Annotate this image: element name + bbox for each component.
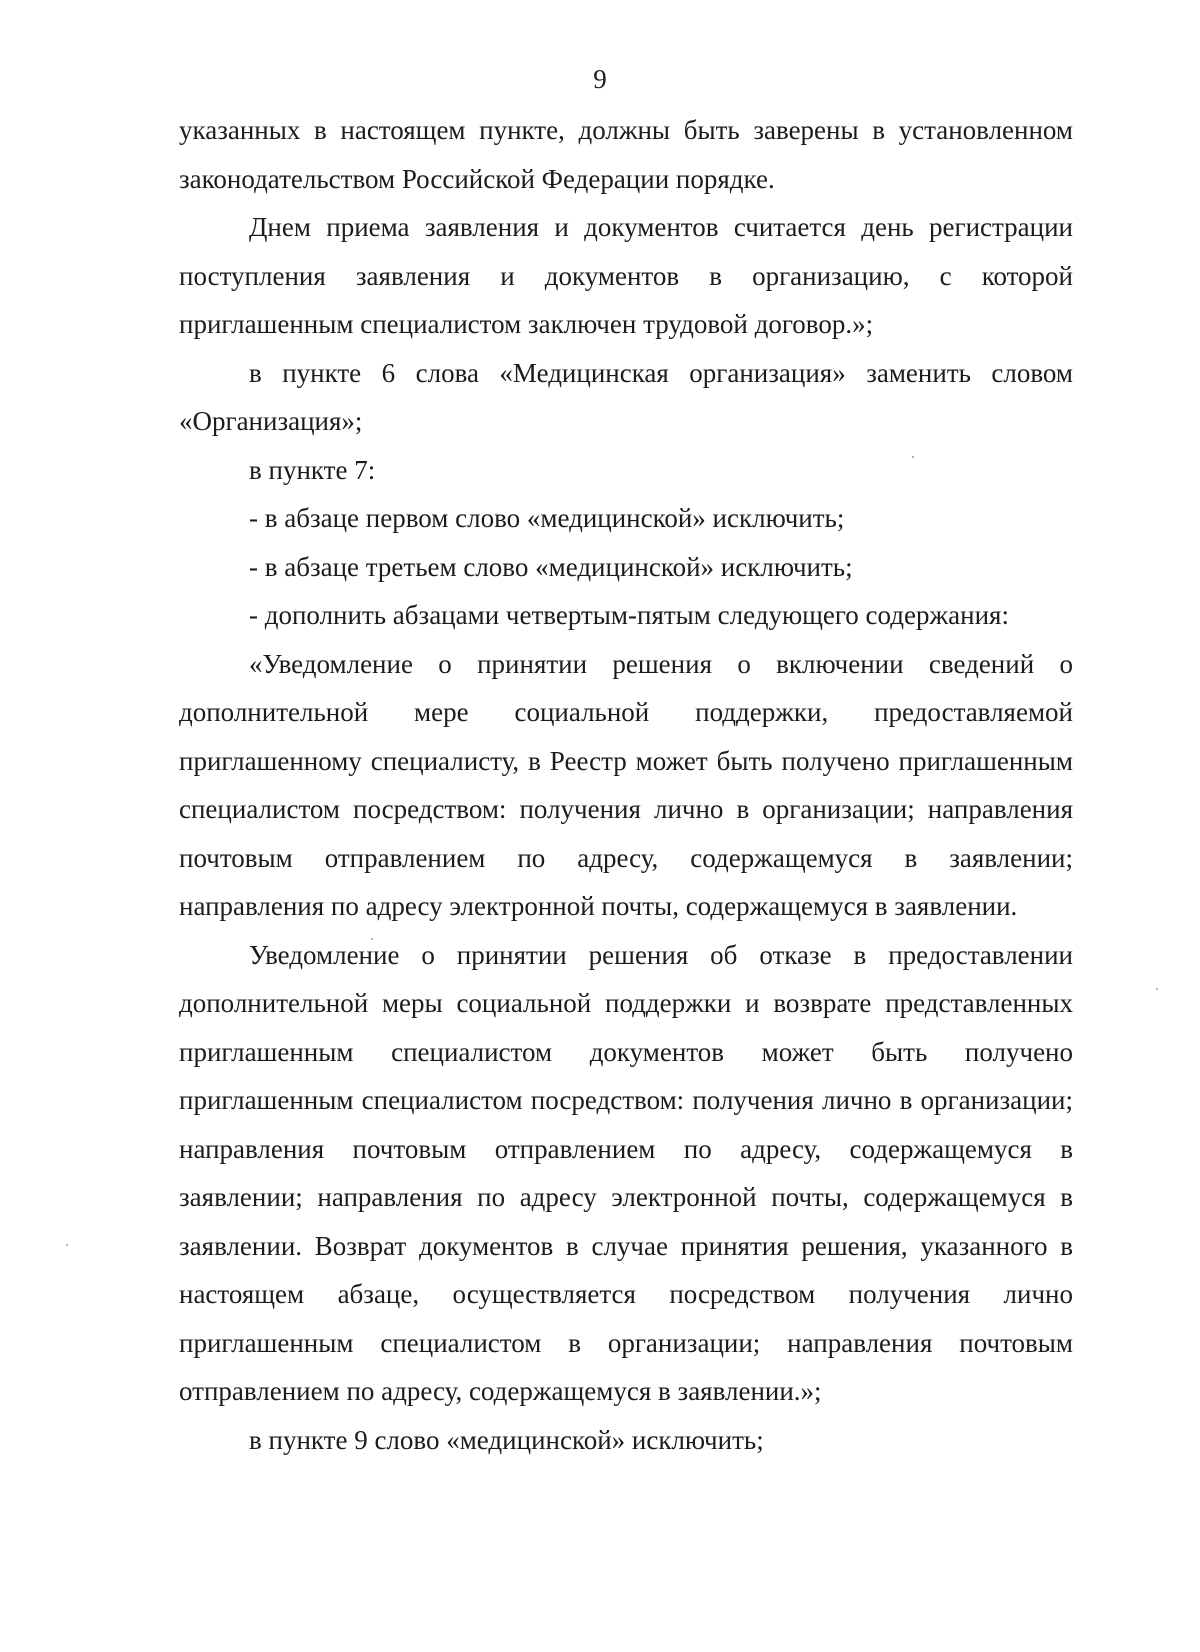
page-number: 9 <box>593 64 607 94</box>
paragraph-item-7-supplement: - дополнить абзацами четвертым-пятым следующего содержания: <box>249 600 1009 630</box>
paragraph-notification-inclusion: «Уведомление о принятии решения о включении сведений о дополнительной мере социальной поддержки, предоставляемой приглашенному специалисту, в Реестр может быть получено приглашенным специалистом посредством: получения лично в организации; направления почтовым отправлением по адресу, содержащемуся в заявлении; направления по адресу электронной почты, содержащемуся в заявлении. <box>179 648 1073 921</box>
paragraph-certification: указанных в настоящем пункте, должны быть заверены в установленном законодательством Российской Федерации порядке. <box>179 115 1073 194</box>
paragraph-item-7-third-abzac: - в абзаце третьем слово «медицинской» исключить; <box>249 551 853 582</box>
scan-speck <box>1156 988 1158 990</box>
scan-speck <box>912 456 914 458</box>
paragraph-item-9: в пункте 9 слово «медицинской» исключить; <box>249 1424 764 1455</box>
paragraph-application-date: Днем приема заявления и документов считается день регистрации поступления заявления и документов в организацию, с которой приглашенным специалистом заключен трудовой договор.»; <box>179 212 1073 339</box>
document-body <box>179 106 1073 1464</box>
paragraph-item-7-first-abzac: - в абзаце первом слово «медицинской» исключить; <box>249 503 845 533</box>
scan-speck <box>66 1244 68 1246</box>
paragraph-item-7: в пункте 7: <box>249 454 376 485</box>
scan-speck <box>371 938 373 940</box>
paragraph-item-6: в пункте 6 слова «Медицинская организация» заменить словом «Организация»; <box>179 357 1073 436</box>
paragraph-notification-refusal: Уведомление о принятии решения об отказе в предоставлении дополнительной меры социальной поддержки и возврате представленных приглашенным специалистом документов может быть получено приглашенным специалистом посредством: получения лично в организации; направления почтовым отправлением по адресу, содержащемуся в заявлении; направления по адресу электронной почты, содержащемуся в заявлении. Возврат документов в случае принятия решения, указанного в настоящем абзаце, осуществляется посредством получения лично приглашенным специалистом в организации; направления почтовым отправлением по адресу, содержащемуся в заявлении.»; <box>179 939 1073 1406</box>
